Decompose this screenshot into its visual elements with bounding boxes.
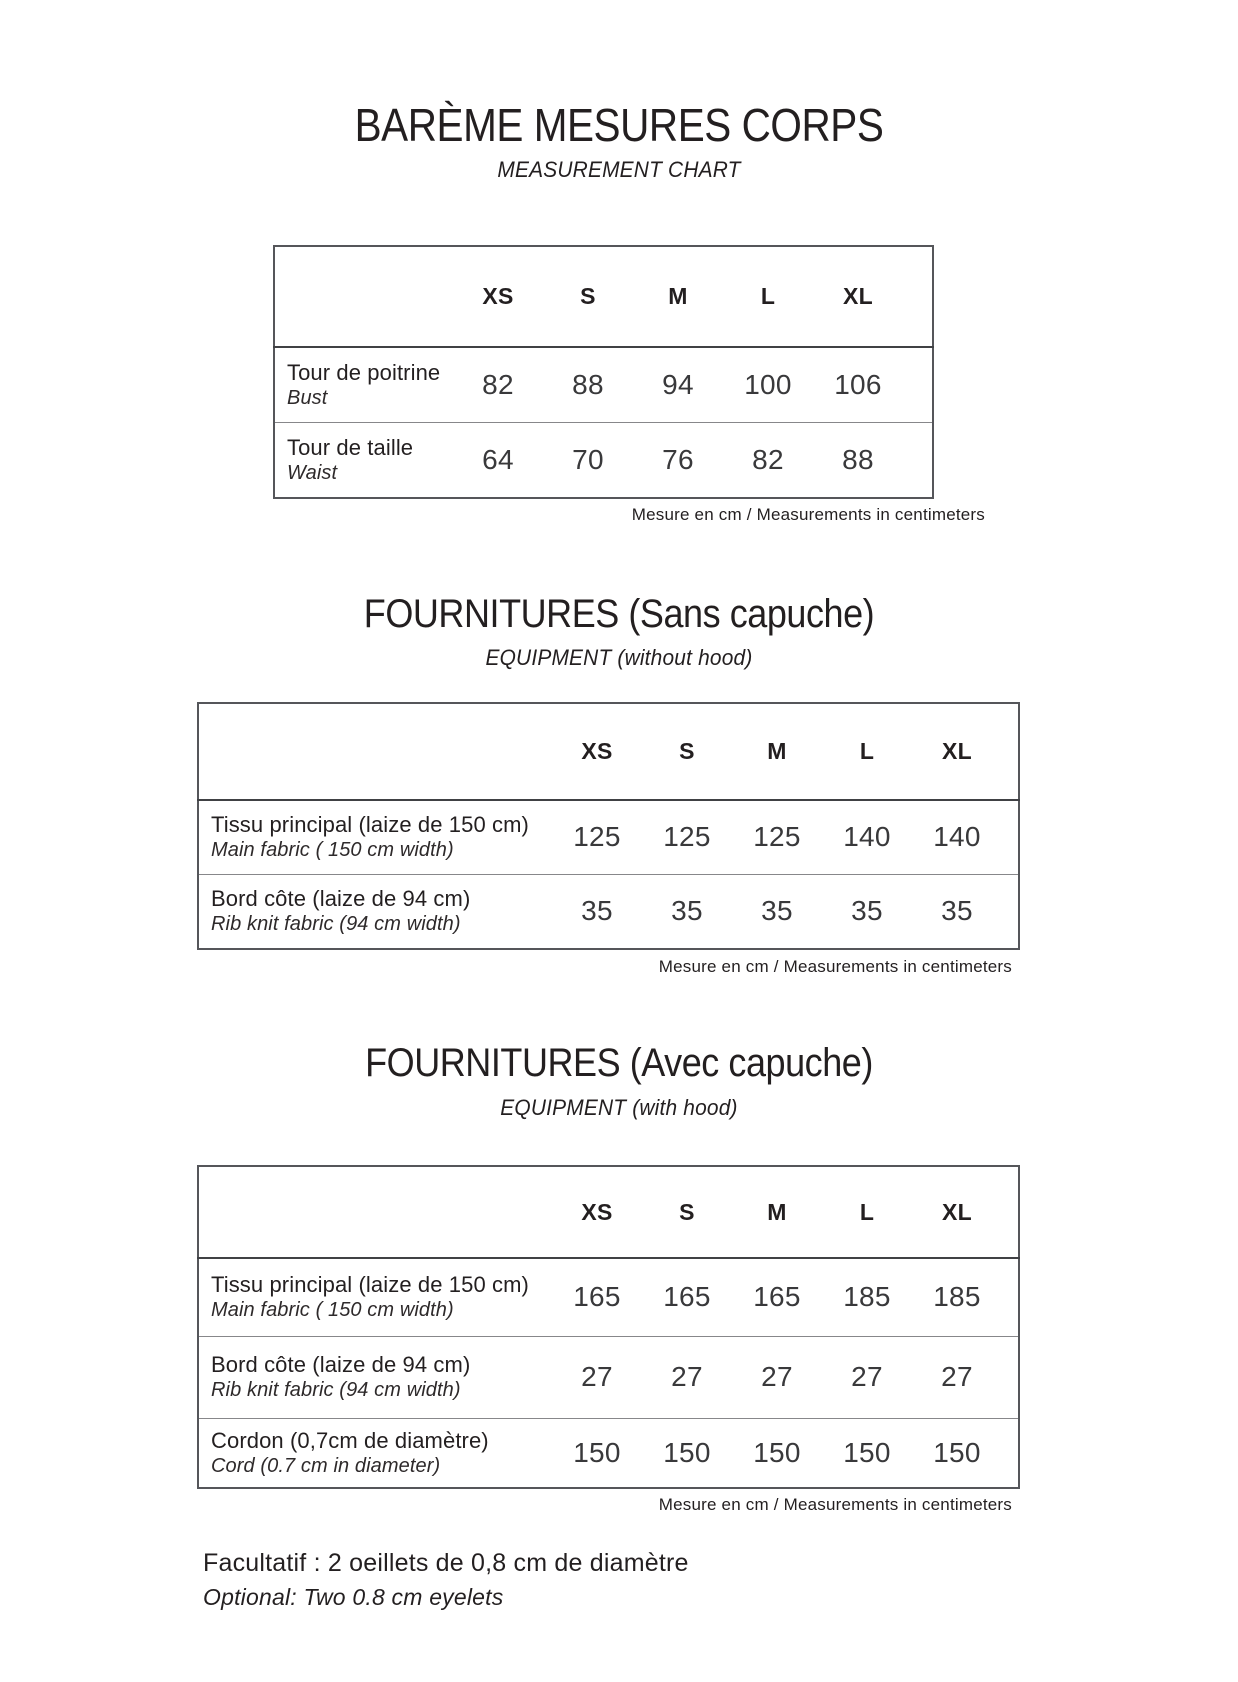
page-subtitle: MEASUREMENT CHART	[497, 157, 741, 182]
value-cell: 35	[581, 895, 613, 927]
row-label-en: Main fabric ( 150 cm width)	[211, 1299, 454, 1322]
page-title: BARÈME MESURES CORPS	[354, 99, 884, 151]
row-label	[198, 1418, 552, 1488]
value-cell: 165	[753, 1281, 801, 1313]
footer-note-en: Optional: Two 0.8 cm eyelets	[203, 1584, 504, 1610]
equipment-hood-table	[197, 1165, 1020, 1489]
value-cell: 82	[752, 443, 784, 475]
row-label-en: Cord (0.7 cm in diameter)	[211, 1454, 441, 1477]
size-header: XS	[581, 738, 613, 764]
section-title-no-hood: FOURNITURES (Sans capuche)	[363, 592, 875, 636]
section-subtitle-hood: EQUIPMENT (with hood)	[500, 1095, 738, 1120]
size-header: M	[668, 283, 688, 309]
spacer-cell	[1002, 1418, 1019, 1488]
size-header: XL	[942, 1198, 972, 1225]
row-label-en: Bust	[287, 386, 328, 409]
table-row	[198, 1258, 1019, 1336]
value-cell: 88	[842, 443, 874, 475]
spacer-cell	[903, 347, 933, 422]
size-header: S	[679, 738, 695, 764]
row-label-en: Rib knit fabric (94 cm width)	[211, 1379, 461, 1401]
row-label	[274, 347, 453, 422]
measurement-table	[273, 245, 934, 499]
size-header-row	[274, 246, 933, 347]
size-header: M	[767, 1198, 787, 1225]
table-caption: Mesure en cm / Measurements in centimeters	[631, 505, 985, 524]
value-cell: 125	[663, 821, 711, 853]
size-header: S	[580, 283, 596, 309]
row-label-fr: Tissu principal (laize de 150 cm)	[211, 812, 529, 838]
row-label-fr: Tour de taille	[287, 434, 414, 460]
value-cell: 27	[851, 1361, 883, 1392]
value-cell: 27	[761, 1361, 793, 1392]
value-cell: 150	[933, 1436, 981, 1468]
section-title-hood: FOURNITURES (Avec capuche)	[365, 1041, 873, 1085]
size-header: L	[760, 283, 776, 309]
size-header: M	[767, 738, 787, 764]
value-cell: 27	[941, 1361, 973, 1392]
value-cell: 165	[663, 1281, 711, 1313]
table-row	[274, 422, 933, 498]
value-cell: 100	[744, 368, 792, 400]
row-label	[198, 874, 552, 949]
value-cell: 27	[671, 1361, 703, 1392]
row-label	[198, 800, 552, 874]
row-label	[198, 1336, 552, 1418]
value-cell: 82	[482, 368, 514, 400]
table-row	[198, 1418, 1019, 1488]
table-row	[198, 800, 1019, 874]
value-cell: 64	[482, 443, 514, 475]
size-header-row	[198, 1166, 1019, 1258]
value-cell: 94	[662, 368, 694, 400]
value-cell: 150	[753, 1436, 801, 1468]
size-header: XL	[942, 738, 972, 764]
table-row	[198, 874, 1019, 949]
row-label	[274, 422, 453, 498]
spacer-cell	[1002, 1258, 1019, 1336]
table-caption: Mesure en cm / Measurements in centimeters	[658, 957, 1012, 976]
footer-note-fr: Facultatif : 2 oeillets de 0,8 cm de diamètre	[203, 1549, 689, 1577]
value-cell: 27	[581, 1361, 613, 1392]
value-cell: 185	[843, 1281, 891, 1313]
row-label-fr: Tissu principal (laize de 150 cm)	[211, 1272, 529, 1298]
value-cell: 35	[941, 895, 973, 927]
value-cell: 88	[572, 368, 604, 400]
size-header: XL	[843, 283, 873, 309]
value-cell: 35	[671, 895, 703, 927]
value-cell: 125	[753, 821, 801, 853]
value-cell: 140	[933, 821, 981, 853]
value-cell: 35	[761, 895, 793, 927]
spacer-cell	[1002, 703, 1019, 800]
size-header: L	[859, 1198, 875, 1225]
size-header: XS	[581, 1198, 613, 1225]
table-caption: Mesure en cm / Measurements in centimeters	[658, 1495, 1012, 1514]
spacer-cell	[903, 246, 933, 347]
section-subtitle-no-hood: EQUIPMENT (without hood)	[485, 645, 753, 670]
value-cell: 165	[573, 1281, 621, 1313]
value-cell: 150	[663, 1436, 711, 1468]
row-label	[198, 1258, 552, 1336]
row-label-en: Main fabric ( 150 cm width)	[211, 839, 454, 862]
row-label-en: Waist	[287, 461, 338, 484]
value-cell: 125	[573, 821, 621, 853]
size-header: L	[859, 738, 875, 764]
value-cell: 35	[851, 895, 883, 927]
row-label-fr: Tour de poitrine	[287, 359, 441, 385]
value-cell: 150	[573, 1436, 621, 1468]
table-row	[198, 1336, 1019, 1418]
equipment-no-hood-table	[197, 702, 1020, 950]
value-cell: 185	[933, 1281, 981, 1313]
value-cell: 106	[834, 368, 882, 400]
row-label-en: Rib knit fabric (94 cm width)	[211, 913, 461, 936]
spacer-cell	[1002, 800, 1019, 874]
value-cell: 76	[662, 443, 694, 475]
value-cell: 140	[843, 821, 891, 853]
spacer-cell	[903, 422, 933, 498]
empty-corner-cell	[198, 1166, 552, 1258]
table-row	[274, 347, 933, 422]
row-label-fr: Cordon (0,7cm de diamètre)	[211, 1427, 489, 1453]
spacer-cell	[1002, 874, 1019, 949]
row-label-fr: Bord côte (laize de 94 cm)	[211, 1352, 471, 1377]
empty-corner-cell	[198, 703, 552, 800]
value-cell: 70	[572, 443, 604, 475]
size-header: S	[679, 1198, 695, 1225]
value-cell: 150	[843, 1436, 891, 1468]
spacer-cell	[1002, 1166, 1019, 1258]
row-label-fr: Bord côte (laize de 94 cm)	[211, 886, 471, 912]
spacer-cell	[1002, 1336, 1019, 1418]
size-header: XS	[482, 283, 514, 309]
size-header-row	[198, 703, 1019, 800]
empty-corner-cell	[274, 246, 453, 347]
